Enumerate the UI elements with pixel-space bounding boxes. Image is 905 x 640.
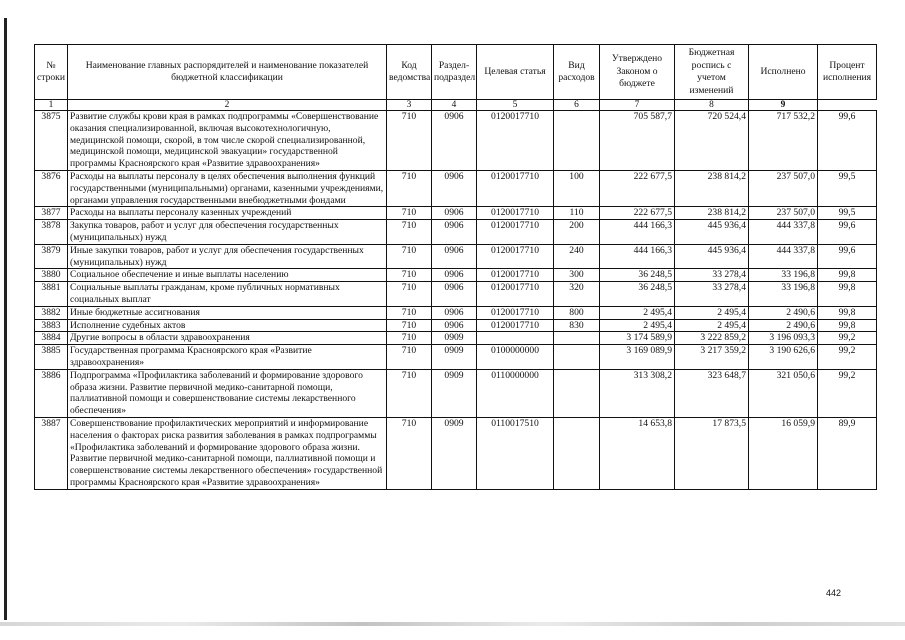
row-percent: 99,8 <box>818 282 877 307</box>
header-budget-list: Бюджетная роспись с учетом изменений <box>675 45 749 100</box>
row-approved: 705 587,7 <box>600 111 675 171</box>
table-body <box>35 111 877 490</box>
row-approved: 3 174 589,9 <box>600 332 675 345</box>
row-expense-type <box>554 369 600 417</box>
row-target-code: 0110017510 <box>477 417 554 489</box>
row-target-code: 0120017710 <box>477 282 554 307</box>
table-row <box>35 332 877 345</box>
row-target-code: 0120017710 <box>477 170 554 206</box>
row-number: 3880 <box>35 269 68 282</box>
row-dept-code: 710 <box>387 332 432 345</box>
table-row <box>35 269 877 282</box>
row-target-code: 0120017710 <box>477 111 554 171</box>
row-section-code: 0906 <box>432 269 477 282</box>
header-percent: Процент исполнения <box>818 45 877 100</box>
row-name: Другие вопросы в области здравоохранения <box>68 332 387 345</box>
column-number: 4 <box>432 100 477 111</box>
row-percent: 99,2 <box>818 332 877 345</box>
header-num: № строки <box>35 45 68 100</box>
row-section-code: 0906 <box>432 244 477 269</box>
column-number: 1 <box>35 100 68 111</box>
page-number: 442 <box>826 588 842 598</box>
table-row <box>35 170 877 206</box>
row-number: 3882 <box>35 306 68 319</box>
row-target-code: 0120017710 <box>477 269 554 282</box>
row-approved: 444 166,3 <box>600 220 675 245</box>
row-executed: 444 337,8 <box>749 220 818 245</box>
row-expense-type: 100 <box>554 170 600 206</box>
row-dept-code: 710 <box>387 111 432 171</box>
row-section-code: 0906 <box>432 207 477 220</box>
row-dept-code: 710 <box>387 244 432 269</box>
row-approved: 36 248,5 <box>600 269 675 282</box>
row-executed: 3 196 093,3 <box>749 332 818 345</box>
row-budget-list: 3 222 859,2 <box>675 332 749 345</box>
table-row <box>35 319 877 332</box>
column-number: 8 <box>675 100 749 111</box>
column-number: 5 <box>477 100 554 111</box>
row-number: 3875 <box>35 111 68 171</box>
table-row <box>35 220 877 245</box>
row-executed: 237 507,0 <box>749 170 818 206</box>
header-executed: Исполнено <box>749 45 818 100</box>
row-target-code: 0120017710 <box>477 319 554 332</box>
row-budget-list: 33 278,4 <box>675 282 749 307</box>
table-row <box>35 345 877 370</box>
row-approved: 444 166,3 <box>600 244 675 269</box>
header-name: Наименование главных распорядителей и наименование показателей бюджетной классификации <box>68 45 387 100</box>
row-section-code: 0909 <box>432 369 477 417</box>
row-executed: 3 190 626,6 <box>749 345 818 370</box>
column-number: 2 <box>68 100 387 111</box>
row-name: Закупка товаров, работ и услуг для обеспечения государственных (муниципальных) нужд <box>68 220 387 245</box>
row-number: 3886 <box>35 369 68 417</box>
row-number: 3883 <box>35 319 68 332</box>
budget-table <box>34 44 877 490</box>
row-percent: 99,2 <box>818 345 877 370</box>
row-target-code: 0120017710 <box>477 207 554 220</box>
row-target-code: 0100000000 <box>477 345 554 370</box>
row-expense-type: 800 <box>554 306 600 319</box>
row-executed: 33 196,8 <box>749 282 818 307</box>
row-number: 3876 <box>35 170 68 206</box>
column-number: 9 <box>749 100 818 111</box>
row-percent: 99,8 <box>818 319 877 332</box>
row-target-code: 0110000000 <box>477 369 554 417</box>
row-approved: 2 495,4 <box>600 306 675 319</box>
row-section-code: 0909 <box>432 345 477 370</box>
row-budget-list: 445 936,4 <box>675 244 749 269</box>
row-executed: 16 059,9 <box>749 417 818 489</box>
row-target-code: 0120017710 <box>477 244 554 269</box>
row-section-code: 0909 <box>432 417 477 489</box>
row-executed: 237 507,0 <box>749 207 818 220</box>
table-row <box>35 244 877 269</box>
row-executed: 717 532,2 <box>749 111 818 171</box>
row-section-code: 0906 <box>432 282 477 307</box>
table-row <box>35 306 877 319</box>
row-section-code: 0906 <box>432 111 477 171</box>
row-section-code: 0906 <box>432 170 477 206</box>
row-expense-type: 300 <box>554 269 600 282</box>
column-number: 3 <box>387 100 432 111</box>
row-section-code: 0906 <box>432 319 477 332</box>
row-dept-code: 710 <box>387 417 432 489</box>
row-name: Иные закупки товаров, работ и услуг для обеспечения государственных (муниципальных) нужд <box>68 244 387 269</box>
table-row <box>35 369 877 417</box>
row-percent: 99,5 <box>818 170 877 206</box>
row-target-code <box>477 332 554 345</box>
row-name: Социальное обеспечение и иные выплаты населению <box>68 269 387 282</box>
row-percent: 99,5 <box>818 207 877 220</box>
row-expense-type <box>554 332 600 345</box>
row-budget-list: 3 217 359,2 <box>675 345 749 370</box>
row-number: 3878 <box>35 220 68 245</box>
row-budget-list: 2 495,4 <box>675 306 749 319</box>
row-name: Государственная программа Красноярского края «Развитие здравоохранения» <box>68 345 387 370</box>
header-approved: Утверждено Законом о бюджете <box>600 45 675 100</box>
row-expense-type: 320 <box>554 282 600 307</box>
row-percent: 89,9 <box>818 417 877 489</box>
row-budget-list: 445 936,4 <box>675 220 749 245</box>
row-budget-list: 720 524,4 <box>675 111 749 171</box>
row-dept-code: 710 <box>387 170 432 206</box>
row-approved: 313 308,2 <box>600 369 675 417</box>
row-section-code: 0906 <box>432 220 477 245</box>
table-row <box>35 207 877 220</box>
header-expense: Вид расходов <box>554 45 600 100</box>
row-executed: 2 490,6 <box>749 306 818 319</box>
row-budget-list: 2 495,4 <box>675 319 749 332</box>
row-expense-type <box>554 345 600 370</box>
row-approved: 222 677,5 <box>600 207 675 220</box>
row-budget-list: 17 873,5 <box>675 417 749 489</box>
row-dept-code: 710 <box>387 282 432 307</box>
row-expense-type: 830 <box>554 319 600 332</box>
column-number: 6 <box>554 100 600 111</box>
table-row <box>35 282 877 307</box>
table-row <box>35 111 877 171</box>
row-target-code: 0120017710 <box>477 306 554 319</box>
row-dept-code: 710 <box>387 345 432 370</box>
row-executed: 321 050,6 <box>749 369 818 417</box>
row-executed: 444 337,8 <box>749 244 818 269</box>
row-dept-code: 710 <box>387 207 432 220</box>
row-expense-type <box>554 111 600 171</box>
header-dept: Код ведомства <box>387 45 432 100</box>
row-name: Социальные выплаты гражданам, кроме публичных нормативных социальных выплат <box>68 282 387 307</box>
row-executed: 2 490,6 <box>749 319 818 332</box>
row-name: Совершенствование профилактических мероприятий и информирование населения о факторах риска развития заболевания в рамках подпрограммы «Профилактика заболеваний и формирование здорового образа жизни. Развитие первичной медико-санитарной помощи, паллиативной помощи и совершенствование системы лекарственного обеспечения» государственной программы Красноярского края «Развитие здравоохранения» <box>68 417 387 489</box>
row-budget-list: 323 648,7 <box>675 369 749 417</box>
table-row <box>35 417 877 489</box>
row-section-code: 0906 <box>432 306 477 319</box>
row-budget-list: 238 814,2 <box>675 170 749 206</box>
row-dept-code: 710 <box>387 220 432 245</box>
row-approved: 2 495,4 <box>600 319 675 332</box>
row-dept-code: 710 <box>387 306 432 319</box>
row-expense-type <box>554 417 600 489</box>
row-percent: 99,8 <box>818 269 877 282</box>
row-percent: 99,8 <box>818 306 877 319</box>
row-number: 3887 <box>35 417 68 489</box>
row-expense-type: 200 <box>554 220 600 245</box>
row-budget-list: 238 814,2 <box>675 207 749 220</box>
row-number: 3879 <box>35 244 68 269</box>
column-number: 7 <box>600 100 675 111</box>
row-name: Расходы на выплаты персоналу в целях обеспечения выполнения функций государственными (муниципальными) органами, казенными учреждениями, органами управления государственными внебюджетными фондами <box>68 170 387 206</box>
header-row <box>35 45 877 100</box>
row-budget-list: 33 278,4 <box>675 269 749 282</box>
row-name: Иные бюджетные ассигнования <box>68 306 387 319</box>
row-target-code: 0120017710 <box>477 220 554 245</box>
row-percent: 99,6 <box>818 220 877 245</box>
row-number: 3884 <box>35 332 68 345</box>
header-section: Раздел-подраздел <box>432 45 477 100</box>
row-approved: 3 169 089,9 <box>600 345 675 370</box>
scan-edge <box>4 18 7 620</box>
header-target: Целевая статья <box>477 45 554 100</box>
row-approved: 14 653,8 <box>600 417 675 489</box>
row-name: Развитие службы крови края в рамках подпрограммы «Совершенствование оказания специализированной, включая высокотехнологичную, медицинской помощи, скорой, в том числе скорой специализированной, медицинской помощи, медицинской эвакуации» государственной программы Красноярского края «Развитие здравоохранения» <box>68 111 387 171</box>
row-percent: 99,6 <box>818 111 877 171</box>
column-number-row <box>35 100 877 111</box>
row-expense-type: 110 <box>554 207 600 220</box>
row-approved: 222 677,5 <box>600 170 675 206</box>
row-name: Исполнение судебных актов <box>68 319 387 332</box>
row-name: Подпрограмма «Профилактика заболеваний и формирование здорового образа жизни. Развитие первичной медико-санитарной помощи, паллиативной помощи и совершенствование системы лекарственного обеспечения» <box>68 369 387 417</box>
row-section-code: 0909 <box>432 332 477 345</box>
row-percent: 99,2 <box>818 369 877 417</box>
row-number: 3877 <box>35 207 68 220</box>
row-dept-code: 710 <box>387 369 432 417</box>
row-number: 3885 <box>35 345 68 370</box>
row-name: Расходы на выплаты персоналу казенных учреждений <box>68 207 387 220</box>
row-dept-code: 710 <box>387 269 432 282</box>
row-percent: 99,6 <box>818 244 877 269</box>
row-number: 3881 <box>35 282 68 307</box>
row-dept-code: 710 <box>387 319 432 332</box>
scan-artifact-strip <box>0 622 905 626</box>
row-expense-type: 240 <box>554 244 600 269</box>
row-executed: 33 196,8 <box>749 269 818 282</box>
row-approved: 36 248,5 <box>600 282 675 307</box>
